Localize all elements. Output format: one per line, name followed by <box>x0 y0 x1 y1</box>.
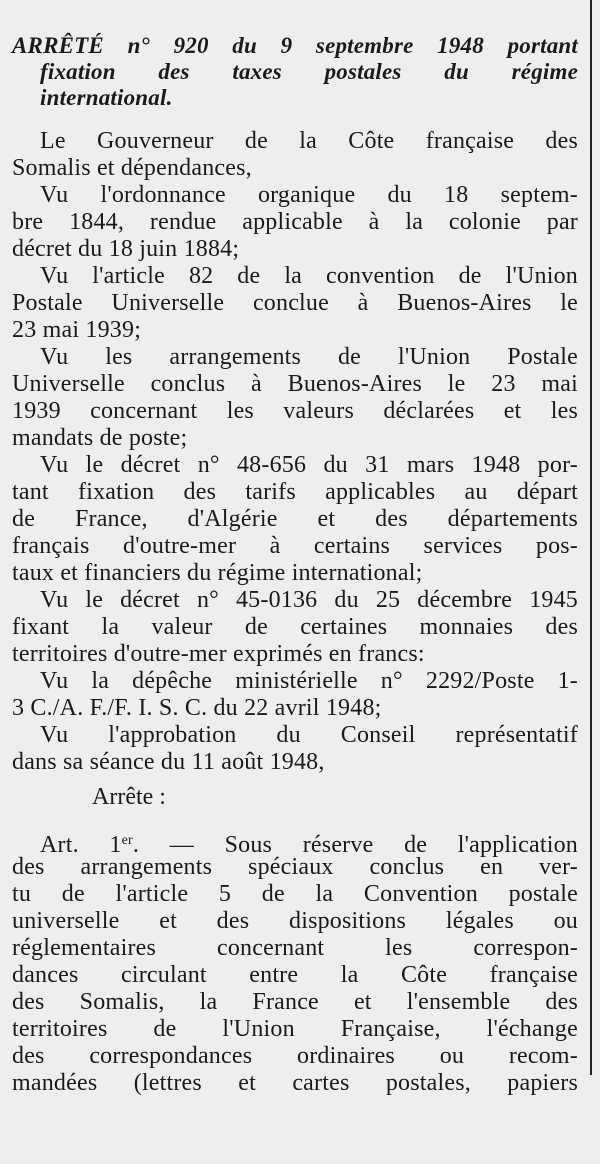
title-line: fixation des taxes postales du régime <box>40 59 578 84</box>
preamble-line: Somalis et dépendances, <box>12 155 252 181</box>
article-line: mandées (lettres et cartes postales, papiers <box>12 1070 578 1096</box>
preamble-line: taux et financiers du régime international; <box>12 560 423 586</box>
preamble-line: Postale Universelle conclue à Buenos-Aires le <box>12 290 578 316</box>
article-line: tu de l'article 5 de la Convention postale <box>12 881 578 907</box>
preamble-line: français d'outre-mer à certains services pos- <box>12 533 578 559</box>
article-line: des Somalis, la France et l'ensemble des <box>12 989 578 1015</box>
article-first-line <box>12 827 578 858</box>
preamble-line: 1939 concernant les valeurs déclarées et les <box>12 398 578 424</box>
preamble-line: territoires d'outre-mer exprimés en francs: <box>12 641 425 667</box>
article-first-line-text: . — Sous réserve de l'application <box>132 832 578 858</box>
preamble-line: Le Gouverneur de la Côte française des <box>40 128 578 154</box>
column-rule <box>590 0 592 1075</box>
preamble-line: Vu la dépêche ministérielle n° 2292/Poste 1- <box>40 668 578 694</box>
arrete-heading: Arrête : <box>92 784 166 810</box>
preamble <box>12 128 578 776</box>
preamble-line: dans sa séance du 11 août 1948, <box>12 749 325 775</box>
article-line: territoires de l'Union Française, l'échange <box>12 1016 578 1042</box>
preamble-line: Vu le décret n° 45-0136 du 25 décembre 1945 <box>40 587 578 613</box>
article-label: Art. 1 <box>40 832 122 858</box>
article-line: dances circulant entre la Côte française <box>12 962 578 988</box>
preamble-line: bre 1844, rendue applicable à la colonie par <box>12 209 578 235</box>
article-line: des correspondances ordinaires ou recom- <box>12 1043 578 1069</box>
title-line: ARRÊTÉ n° 920 du 9 septembre 1948 portant <box>12 33 578 58</box>
preamble-line: Universelle conclus à Buenos-Aires le 23 mai <box>12 371 578 397</box>
preamble-line: Vu l'ordonnance organique du 18 septem- <box>40 182 578 208</box>
preamble-line: Vu l'article 82 de la convention de l'Union <box>40 263 578 289</box>
article-label-sup: er <box>121 833 133 848</box>
preamble-line: Vu les arrangements de l'Union Postale <box>40 344 578 370</box>
preamble-line: Vu le décret n° 48-656 du 31 mars 1948 por- <box>40 452 578 478</box>
preamble-line: tant fixation des tarifs applicables au départ <box>12 479 578 505</box>
preamble-line: de France, d'Algérie et des départements <box>12 506 578 532</box>
preamble-line: 3 C./A. F./F. I. S. C. du 22 avril 1948; <box>12 695 382 721</box>
preamble-line: décret du 18 juin 1884; <box>12 236 240 262</box>
preamble-line: Vu l'approbation du Conseil représentatif <box>40 722 578 748</box>
title-line: international. <box>40 85 173 110</box>
preamble-line: mandats de poste; <box>12 425 188 451</box>
article-1 <box>12 827 578 1097</box>
preamble-line: 23 mai 1939; <box>12 317 142 343</box>
article-line: des arrangements spéciaux conclus en ver- <box>12 854 578 880</box>
decree-title <box>12 33 578 111</box>
article-line: universelle et des dispositions légales ou <box>12 908 578 934</box>
article-line: réglementaires concernant les correspon- <box>12 935 578 961</box>
preamble-line: fixant la valeur de certaines monnaies des <box>12 614 578 640</box>
